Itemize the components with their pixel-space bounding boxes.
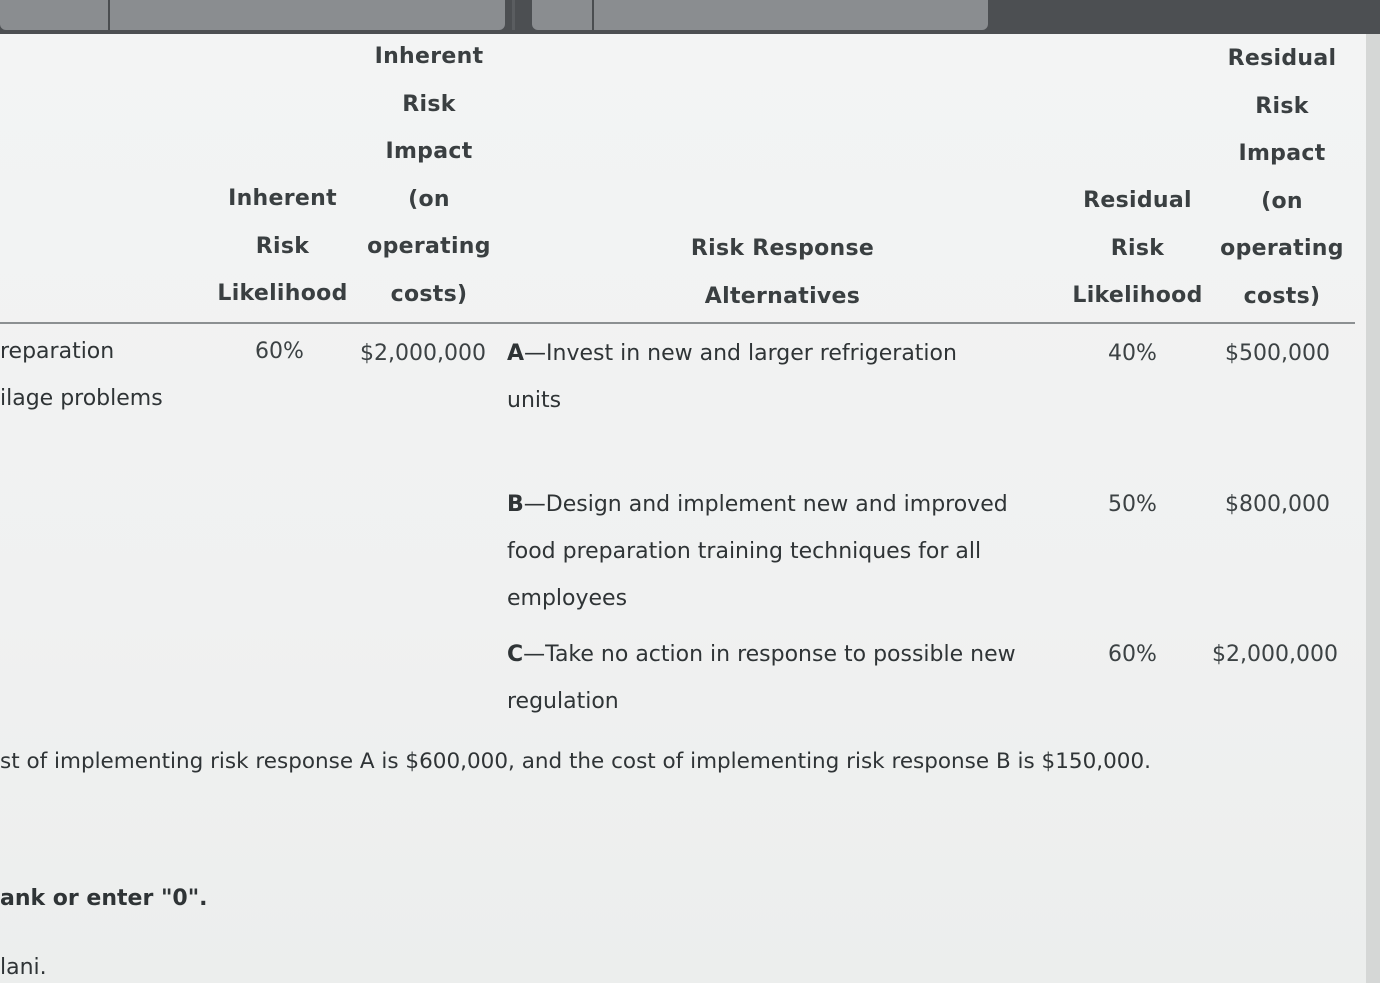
- alt-b-residual-likelihood: 50%: [1108, 492, 1157, 517]
- header-line: Alternatives: [704, 283, 861, 309]
- toolbar-tab-right[interactable]: [532, 0, 988, 30]
- header-line: costs): [1243, 283, 1321, 309]
- header-line: Likelihood: [217, 281, 348, 306]
- footer-text: lani.: [0, 955, 47, 980]
- header-residual-likelihood: [1060, 177, 1215, 320]
- toolbar-divider: [592, 0, 594, 30]
- alternative-text: —Invest in new and larger refrigeration: [524, 341, 957, 366]
- header-line: Risk: [1110, 235, 1165, 261]
- alt-c-residual-likelihood: 60%: [1108, 642, 1157, 667]
- alternative-text: —Take no action in response to possible new: [523, 642, 1016, 667]
- header-line: operating: [1220, 236, 1344, 261]
- header-line: Impact: [1238, 141, 1326, 166]
- header-inherent-likelihood: [205, 175, 360, 318]
- alternative-b-line: employees: [507, 586, 628, 611]
- header-inherent-impact: [355, 33, 503, 318]
- alt-a-residual-impact: $500,000: [1225, 341, 1330, 366]
- cost-note: st of implementing risk response A is $600,000, and the cost of implementing risk response B is $150,000.: [0, 749, 1151, 774]
- risk-description-line: ilage problems: [0, 386, 163, 411]
- header-line: Risk: [1255, 93, 1309, 119]
- alternative-a-line: units: [507, 388, 562, 413]
- toolbar-divider: [108, 0, 110, 30]
- toolbar-divider: [512, 0, 515, 30]
- scrollbar-track[interactable]: [1366, 34, 1380, 983]
- header-line: Impact: [385, 139, 473, 164]
- alternative-letter: C: [507, 642, 524, 667]
- header-line: operating: [367, 234, 491, 259]
- alternative-a-line: [507, 330, 957, 378]
- header-line: (on: [408, 186, 450, 212]
- alternative-letter: A: [507, 341, 525, 366]
- alternative-b-line: [507, 481, 1008, 529]
- header-line: Residual: [1227, 46, 1337, 71]
- header-line: (on: [1261, 188, 1303, 214]
- inherent-likelihood-value: 60%: [255, 339, 304, 364]
- alternative-letter: B: [507, 492, 524, 517]
- header-line: Risk: [255, 233, 310, 259]
- alt-b-residual-impact: $800,000: [1225, 492, 1330, 517]
- header-line: Risk: [402, 91, 456, 117]
- toolbar-tab-left[interactable]: [0, 0, 505, 30]
- header-line: costs): [390, 281, 468, 307]
- header-line: Inherent: [228, 186, 337, 211]
- risk-description-line: reparation: [0, 339, 115, 364]
- header-residual-impact: [1208, 35, 1356, 320]
- alternative-text: —Design and implement new and improved: [523, 492, 1008, 517]
- header-line: Risk Response: [690, 236, 875, 261]
- alternative-b-line: food preparation training techniques for all: [507, 539, 982, 564]
- top-toolbar: [0, 0, 1380, 34]
- header-line: Likelihood: [1072, 283, 1203, 308]
- header-divider: [0, 322, 1355, 324]
- inherent-impact-value: $2,000,000: [360, 341, 486, 366]
- header-line: Residual: [1083, 188, 1192, 213]
- alternative-c-line: [507, 631, 1016, 679]
- alternative-c-line: regulation: [507, 689, 619, 714]
- header-line: Inherent: [374, 44, 484, 69]
- instruction-note: ank or enter "0".: [0, 886, 208, 911]
- header-risk-response: [640, 225, 925, 320]
- alt-a-residual-likelihood: 40%: [1108, 341, 1157, 366]
- alt-c-residual-impact: $2,000,000: [1212, 642, 1338, 667]
